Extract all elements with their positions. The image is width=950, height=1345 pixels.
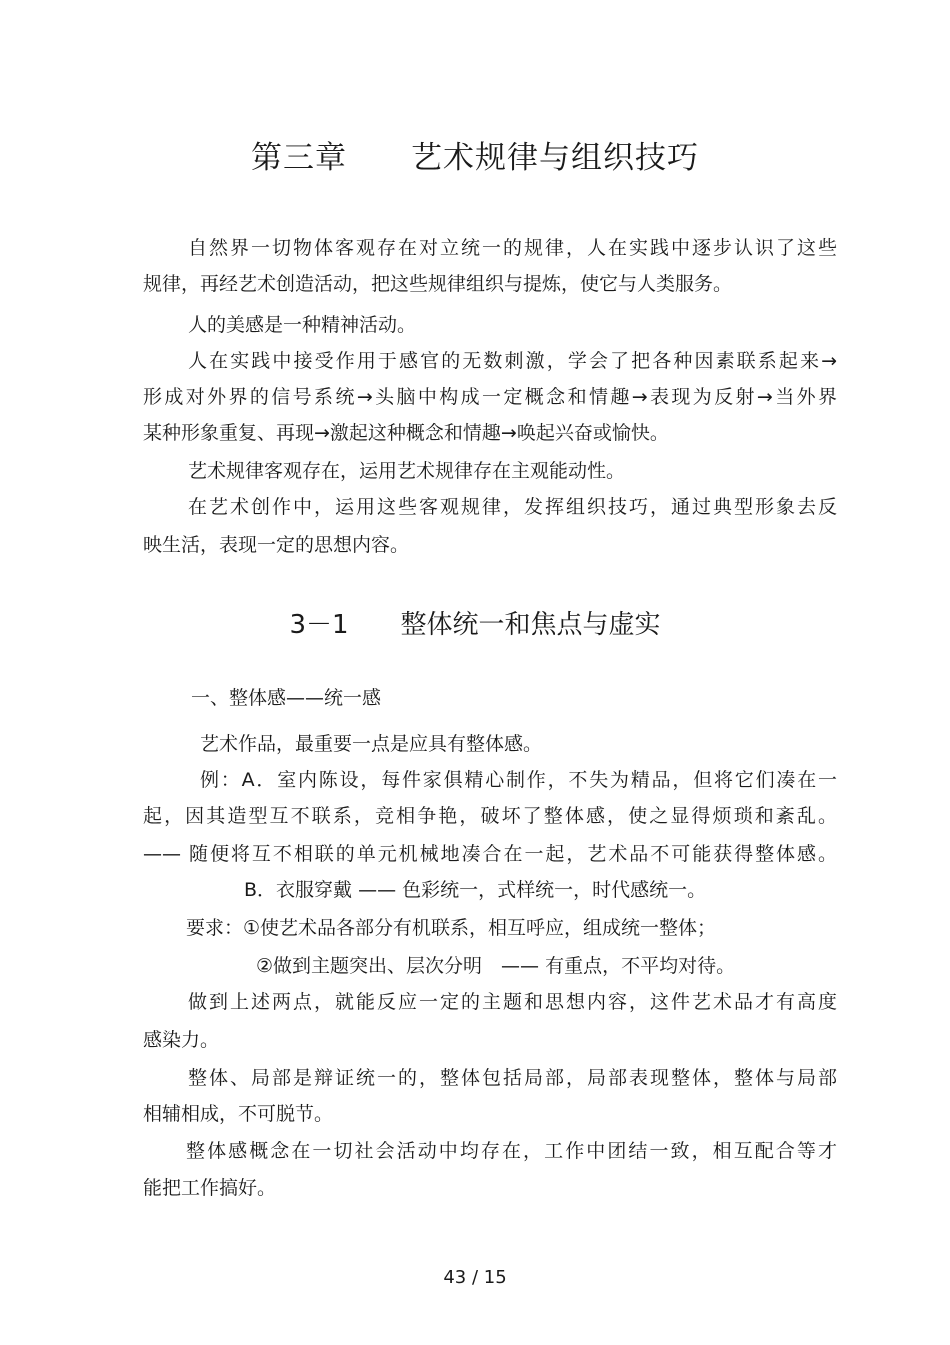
section-paragraph-6-line-1: 做到上述两点，就能反应一定的主题和思想内容，这件艺术品才有高度 xyxy=(188,991,837,1013)
intro-paragraph-5-line-2: 映生活，表现一定的思想内容。 xyxy=(143,534,410,556)
subsection-heading: 一、整体感——统一感 xyxy=(191,687,382,709)
intro-paragraph-5-line-1: 在艺术创作中，运用这些客观规律，发挥组织技巧，通过典型形象去反 xyxy=(188,496,837,518)
intro-paragraph-3-line-3: 某种形象重复、再现→激起这种概念和情趣→唤起兴奋或愉快。 xyxy=(143,422,669,444)
intro-paragraph-3-line-1: 人在实践中接受作用于感官的无数刺激，学会了把各种因素联系起来→ xyxy=(188,350,837,372)
section-paragraph-1: 艺术作品，最重要一点是应具有整体感。 xyxy=(200,733,543,755)
intro-paragraph-4: 艺术规律客观存在，运用艺术规律存在主观能动性。 xyxy=(188,460,626,482)
intro-paragraph-1-line-2: 规律，再经艺术创造活动，把这些规律组织与提炼，使它与人类服务。 xyxy=(143,273,733,295)
example-a-line-1: 例：A．室内陈设，每件家俱精心制作，不失为精品，但将它们凑在一 xyxy=(200,769,837,791)
example-a-line-3: —— 随便将互不相联的单元机械地凑合在一起，艺术品不可能获得整体感。 xyxy=(143,843,837,865)
example-b: B．衣服穿戴 —— 色彩统一，式样统一，时代感统一。 xyxy=(244,879,707,901)
section-paragraph-6-line-2: 感染力。 xyxy=(143,1029,220,1051)
requirement-2: ②做到主题突出、层次分明 —— 有重点，不平均对待。 xyxy=(256,955,736,977)
section-paragraph-8-line-1: 整体感概念在一切社会活动中均存在，工作中团结一致，相互配合等才 xyxy=(186,1140,837,1162)
section-paragraph-7-line-1: 整体、局部是辩证统一的，整体包括局部，局部表现整体，整体与局部 xyxy=(188,1067,837,1089)
page-number: 43 / 15 xyxy=(443,1267,507,1288)
intro-paragraph-2: 人的美感是一种精神活动。 xyxy=(188,314,417,336)
requirement-1: 要求：①使艺术品各部分有机联系，相互呼应，组成统一整体； xyxy=(186,917,717,939)
section-title: 3－1 整体统一和焦点与虚实 xyxy=(289,610,661,640)
chapter-title: 第三章 艺术规律与组织技巧 xyxy=(251,140,699,176)
intro-paragraph-3-line-2: 形成对外界的信号系统→头脑中构成一定概念和情趣→表现为反射→当外界 xyxy=(143,386,837,408)
intro-paragraph-1-line-1: 自然界一切物体客观存在对立统一的规律，人在实践中逐步认识了这些 xyxy=(188,237,837,259)
section-paragraph-8-line-2: 能把工作搞好。 xyxy=(143,1177,277,1199)
section-paragraph-7-line-2: 相辅相成，不可脱节。 xyxy=(143,1103,334,1125)
example-a-line-2: 起，因其造型互不联系，竞相争艳，破坏了整体感，使之显得烦琐和紊乱。 xyxy=(143,805,837,827)
